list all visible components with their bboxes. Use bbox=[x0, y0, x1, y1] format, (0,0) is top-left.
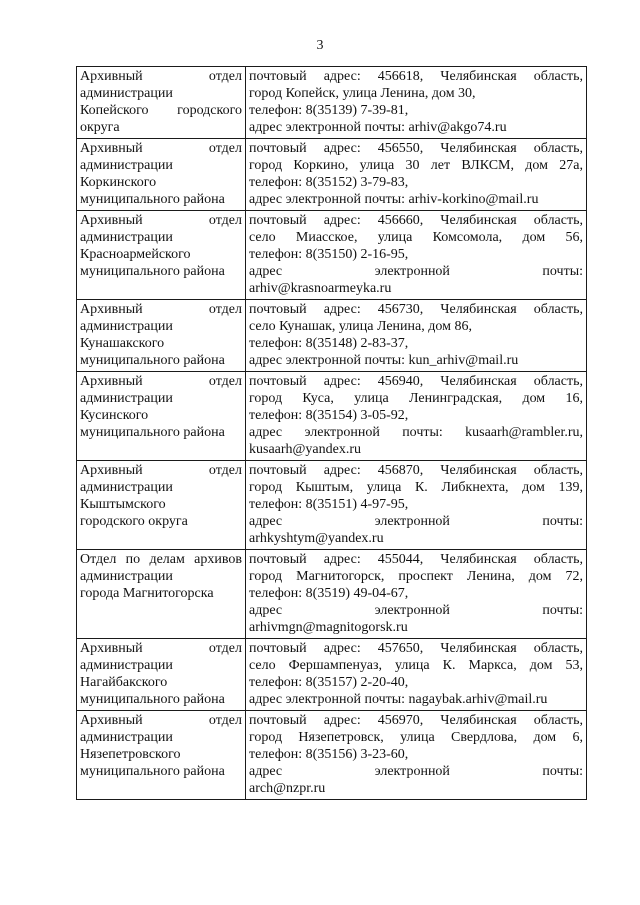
contact-line: село Фершампенуаз, улица К. Маркса, дом 53, bbox=[249, 658, 583, 673]
contact-line: телефон: 8(35150) 2-16-95, bbox=[249, 247, 409, 262]
contact-line: телефон: 8(3519) 49-04-67, bbox=[249, 586, 409, 601]
contact-line: адрес электронной почты: bbox=[249, 264, 583, 279]
organization-line: администрации bbox=[80, 391, 173, 406]
organization-cell bbox=[77, 372, 246, 461]
contact-cell bbox=[246, 211, 587, 300]
table-row bbox=[77, 67, 587, 139]
contact-line: почтовый адрес: 457650, Челябинская область, bbox=[249, 641, 583, 656]
contact-line: адрес электронной почты: bbox=[249, 603, 583, 618]
organization-line: Архивный отдел bbox=[80, 374, 242, 389]
contact-cell bbox=[246, 461, 587, 550]
table-row bbox=[77, 300, 587, 372]
table-row bbox=[77, 372, 587, 461]
contact-line: телефон: 8(35156) 3-23-60, bbox=[249, 747, 409, 762]
organization-line: администрации bbox=[80, 230, 173, 245]
organization-line: Кусинского bbox=[80, 408, 149, 423]
organization-line: администрации bbox=[80, 86, 173, 101]
organization-line: муниципального района bbox=[80, 192, 225, 207]
organization-line: муниципального района bbox=[80, 692, 225, 707]
contact-line: город Магнитогорск, проспект Ленина, дом 72, bbox=[249, 569, 583, 584]
contact-line: город Копейск, улица Ленина, дом 30, bbox=[249, 86, 476, 101]
contact-line: телефон: 8(35148) 2-83-37, bbox=[249, 336, 409, 351]
organization-line: округа bbox=[80, 120, 120, 135]
table-row bbox=[77, 639, 587, 711]
page-number: 3 bbox=[316, 38, 324, 53]
organization-line: городского округа bbox=[80, 514, 188, 529]
organization-cell bbox=[77, 300, 246, 372]
contact-line: arch@nzpr.ru bbox=[249, 781, 326, 796]
table-row bbox=[77, 139, 587, 211]
contact-line: телефон: 8(35152) 3-79-83, bbox=[249, 175, 409, 190]
contact-line: город Коркино, улица 30 лет ВЛКСМ, дом 27а, bbox=[249, 158, 583, 173]
contact-line: телефон: 8(35151) 4-97-95, bbox=[249, 497, 409, 512]
contact-cell bbox=[246, 550, 587, 639]
contact-cell bbox=[246, 639, 587, 711]
contact-line: телефон: 8(35157) 2-20-40, bbox=[249, 675, 409, 690]
organization-line: Архивный отдел bbox=[80, 213, 242, 228]
organization-line: администрации bbox=[80, 480, 173, 495]
organization-line: администрации bbox=[80, 319, 173, 334]
contact-line: адрес электронной почты: bbox=[249, 764, 583, 779]
organization-cell bbox=[77, 461, 246, 550]
contact-line: город Куса, улица Ленинградская, дом 16, bbox=[249, 391, 583, 406]
organization-line: администрации bbox=[80, 569, 173, 584]
contact-line: почтовый адрес: 456970, Челябинская область, bbox=[249, 713, 583, 728]
organization-line: администрации bbox=[80, 658, 173, 673]
contact-line: село Миасское, улица Комсомола, дом 56, bbox=[249, 230, 583, 245]
organization-cell bbox=[77, 711, 246, 800]
contact-line: arhkyshtym@yandex.ru bbox=[249, 531, 384, 546]
contact-line: arhivmgn@magnitogorsk.ru bbox=[249, 620, 408, 635]
organization-line: Архивный отдел bbox=[80, 641, 242, 656]
organization-line: Красноармейского bbox=[80, 247, 191, 262]
contact-line: kusaarh@yandex.ru bbox=[249, 442, 362, 457]
organization-line: муниципального района bbox=[80, 353, 225, 368]
organization-cell bbox=[77, 211, 246, 300]
contact-line: город Нязепетровск, улица Свердлова, дом 6, bbox=[249, 730, 583, 745]
contact-line: почтовый адрес: 456940, Челябинская область, bbox=[249, 374, 583, 389]
contact-cell bbox=[246, 67, 587, 139]
contact-cell bbox=[246, 372, 587, 461]
organization-line: муниципального района bbox=[80, 264, 225, 279]
organization-line: Отдел по делам архивов bbox=[80, 552, 242, 567]
organization-line: Архивный отдел bbox=[80, 713, 242, 728]
organization-line: Нязепетровского bbox=[80, 747, 181, 762]
organization-line: Коркинского bbox=[80, 175, 157, 190]
contact-cell bbox=[246, 139, 587, 211]
organization-line: администрации bbox=[80, 730, 173, 745]
contact-line: телефон: 8(35139) 7-39-81, bbox=[249, 103, 409, 118]
contact-line: адрес электронной почты: arhiv@akgo74.ru bbox=[249, 120, 507, 135]
organization-line: Копейского городского bbox=[80, 103, 242, 118]
organization-line: Кунашакского bbox=[80, 336, 165, 351]
contact-line: почтовый адрес: 456550, Челябинская область, bbox=[249, 141, 583, 156]
contact-line: город Кыштым, улица К. Либкнехта, дом 139, bbox=[249, 480, 583, 495]
contact-line: arhiv@krasnoarmeyka.ru bbox=[249, 281, 392, 296]
contact-line: почтовый адрес: 456618, Челябинская область, bbox=[249, 69, 583, 84]
archives-table bbox=[76, 66, 587, 800]
contact-cell bbox=[246, 711, 587, 800]
organization-line: Архивный отдел bbox=[80, 69, 242, 84]
organization-cell bbox=[77, 67, 246, 139]
organization-cell bbox=[77, 550, 246, 639]
organization-cell bbox=[77, 639, 246, 711]
contact-line: адрес электронной почты: kun_arhiv@mail.ru bbox=[249, 353, 519, 368]
contact-line: село Кунашак, улица Ленина, дом 86, bbox=[249, 319, 472, 334]
organization-line: муниципального района bbox=[80, 764, 225, 779]
table-row bbox=[77, 711, 587, 800]
contact-line: почтовый адрес: 456870, Челябинская область, bbox=[249, 463, 583, 478]
contact-line: почтовый адрес: 456660, Челябинская область, bbox=[249, 213, 583, 228]
organization-line: Архивный отдел bbox=[80, 302, 242, 317]
contact-line: телефон: 8(35154) 3-05-92, bbox=[249, 408, 409, 423]
organization-line: Кыштымского bbox=[80, 497, 166, 512]
organization-line: города Магнитогорска bbox=[80, 586, 214, 601]
contact-cell bbox=[246, 300, 587, 372]
contact-line: почтовый адрес: 455044, Челябинская область, bbox=[249, 552, 583, 567]
contact-line: адрес электронной почты: bbox=[249, 514, 583, 529]
organization-line: Архивный отдел bbox=[80, 463, 242, 478]
organization-line: Нагайбакского bbox=[80, 675, 168, 690]
organization-cell bbox=[77, 139, 246, 211]
contact-line: почтовый адрес: 456730, Челябинская область, bbox=[249, 302, 583, 317]
archives-table-body bbox=[77, 67, 587, 800]
organization-line: администрации bbox=[80, 158, 173, 173]
organization-line: Архивный отдел bbox=[80, 141, 242, 156]
contact-line: адрес электронной почты: arhiv-korkino@mail.ru bbox=[249, 192, 539, 207]
organization-line: муниципального района bbox=[80, 425, 225, 440]
table-row bbox=[77, 461, 587, 550]
table-row bbox=[77, 211, 587, 300]
table-row bbox=[77, 550, 587, 639]
contact-line: адрес электронной почты: kusaarh@rambler.ru, bbox=[249, 425, 583, 440]
contact-line: адрес электронной почты: nagaybak.arhiv@mail.ru bbox=[249, 692, 548, 707]
